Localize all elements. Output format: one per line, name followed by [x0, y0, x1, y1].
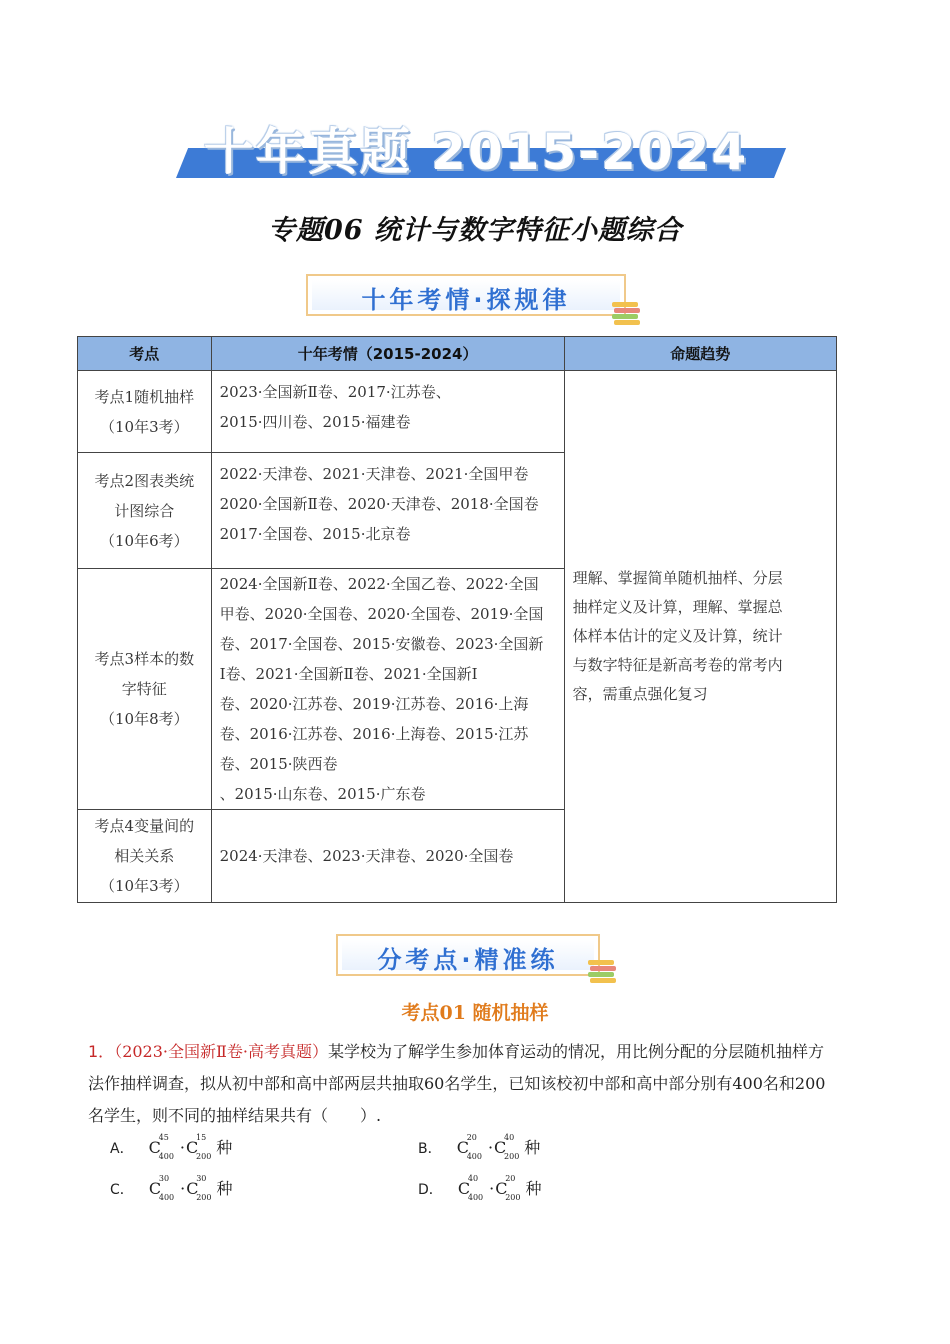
combination: C 40 200: [494, 1133, 520, 1161]
question-number: 1．: [88, 1042, 115, 1061]
years-line: 卷、2015·陕西卷: [219, 755, 338, 773]
books-icon: [588, 960, 616, 984]
topic-line: （10年6考）: [99, 531, 189, 550]
topic-line: 考点1随机抽样: [94, 387, 195, 406]
banner-title: 十年真题 2015-2024: [203, 123, 749, 181]
topic-cell: [78, 371, 212, 453]
combination: C 30 400: [148, 1174, 175, 1202]
question-1: [88, 1036, 864, 1132]
topic-cell: [78, 453, 212, 569]
years-line: 2017·全国卷、2015·北京卷: [219, 525, 411, 543]
exam-trend-table: [77, 336, 837, 903]
option-unit: 种: [525, 1179, 542, 1198]
years-line: 2023·全国新Ⅱ卷、2017·江苏卷、: [219, 383, 451, 401]
option-label: C．: [110, 1182, 134, 1198]
combination: C 30 200: [186, 1174, 212, 1202]
option-unit: 种: [524, 1138, 541, 1157]
topic-line: 考点4变量间的: [94, 817, 195, 835]
years-cell: [211, 810, 564, 903]
trend-line: 容，需重点强化复习: [572, 685, 708, 703]
option-b[interactable]: B． C 20 400 ·C 40 200 种: [418, 1133, 541, 1161]
option-a[interactable]: A． C 45 400 ·C 15 200 种: [110, 1133, 233, 1161]
years-line: 卷、2017·全国卷、2015·安徽卷、2023·全国新: [219, 635, 544, 653]
years-line: 2015·四川卷、2015·福建卷: [219, 413, 411, 431]
combination: C 20 200: [495, 1174, 521, 1202]
combination: C 15 200: [186, 1133, 212, 1161]
topic-line: （10年3考）: [99, 877, 189, 895]
table-header-row: [78, 337, 837, 371]
years-line: 、2015·山东卷、2015·广东卷: [219, 785, 426, 803]
option-d[interactable]: D． C 40 400 ·C 20 200 种: [418, 1174, 542, 1202]
header-topic: 考点: [78, 337, 212, 371]
topic-cell: [78, 569, 212, 810]
years-line: 2020·全国新Ⅱ卷、2020·天津卷、2018·全国卷: [219, 495, 539, 513]
topic-line: （10年8考）: [99, 710, 189, 728]
question-text: 某学校为了解学生参加体育运动的情况，用比例分配的分层随机抽样方: [327, 1042, 824, 1061]
option-unit: 种: [216, 1179, 233, 1198]
option-label: D．: [418, 1182, 443, 1198]
option-label: B．: [418, 1141, 442, 1157]
trend-line: 理解、掌握简单随机抽样、分层: [572, 569, 783, 587]
page-title: 专题06 统计与数字特征小题综合: [268, 215, 682, 246]
badge-label: 十年考情·探规律: [361, 286, 571, 314]
section-badge-practice: [336, 934, 600, 976]
option-label: A．: [110, 1141, 134, 1157]
section-badge-trends: [306, 274, 626, 316]
years-cell: [211, 453, 564, 569]
combination: C 45 400: [148, 1133, 174, 1161]
option-unit: 种: [216, 1138, 233, 1157]
question-text: 法作抽样调查，拟从初中部和高中部两层共抽取60名学生，已知该校初中部和高中部分别有400名和200: [88, 1074, 826, 1093]
topic-line: 字特征: [121, 680, 167, 698]
years-line: Ⅰ卷、2021·全国新Ⅱ卷、2021·全国新Ⅰ: [219, 665, 478, 683]
topic-line: 相关关系: [114, 847, 175, 865]
books-icon: [612, 302, 640, 326]
topic-line: 计图综合: [114, 501, 175, 520]
section-heading: 考点01 随机抽样: [401, 1002, 549, 1024]
trend-line: 抽样定义及计算，理解、掌握总: [572, 598, 783, 616]
topic-line: 考点2图表类统: [94, 471, 195, 490]
option-c[interactable]: C． C 30 400 ·C 30 200 种: [110, 1174, 233, 1202]
trend-cell: [564, 371, 836, 903]
topic-cell: [78, 810, 212, 903]
years-line: 卷、2020·江苏卷、2019·江苏卷、2016·上海: [219, 695, 529, 713]
trend-line: 体样本估计的定义及计算，统计: [572, 627, 783, 645]
years-cell: [211, 371, 564, 453]
topic-line: 考点3样本的数: [94, 650, 195, 668]
banner: [176, 112, 776, 188]
years-line: 2024·全国新Ⅱ卷、2022·全国乙卷、2022·全国: [219, 575, 539, 593]
combination: C 40 400: [457, 1174, 484, 1202]
badge-label: 分考点·精准练: [377, 946, 559, 974]
combination: C 20 400: [456, 1133, 482, 1161]
years-line: 甲卷、2020·全国卷、2020·全国卷、2019·全国: [219, 605, 544, 623]
table-row: [78, 371, 837, 453]
header-trend: 命题趋势: [564, 337, 836, 371]
header-years: 十年考情（2015-2024）: [211, 337, 564, 371]
question-text: 名学生，则不同的抽样结果共有（ ）.: [88, 1106, 382, 1125]
years-line: 卷、2016·江苏卷、2016·上海卷、2015·江苏: [219, 725, 529, 743]
years-line: 2024·天津卷、2023·天津卷、2020·全国卷: [219, 847, 514, 865]
question-source: （2023·全国新Ⅱ卷·高考真题）: [114, 1042, 328, 1061]
years-line: 2022·天津卷、2021·天津卷、2021·全国甲卷: [219, 465, 529, 483]
trend-line: 与数字特征是新高考卷的常考内: [572, 656, 783, 674]
topic-line: （10年3考）: [99, 417, 189, 436]
years-cell: [211, 569, 564, 810]
